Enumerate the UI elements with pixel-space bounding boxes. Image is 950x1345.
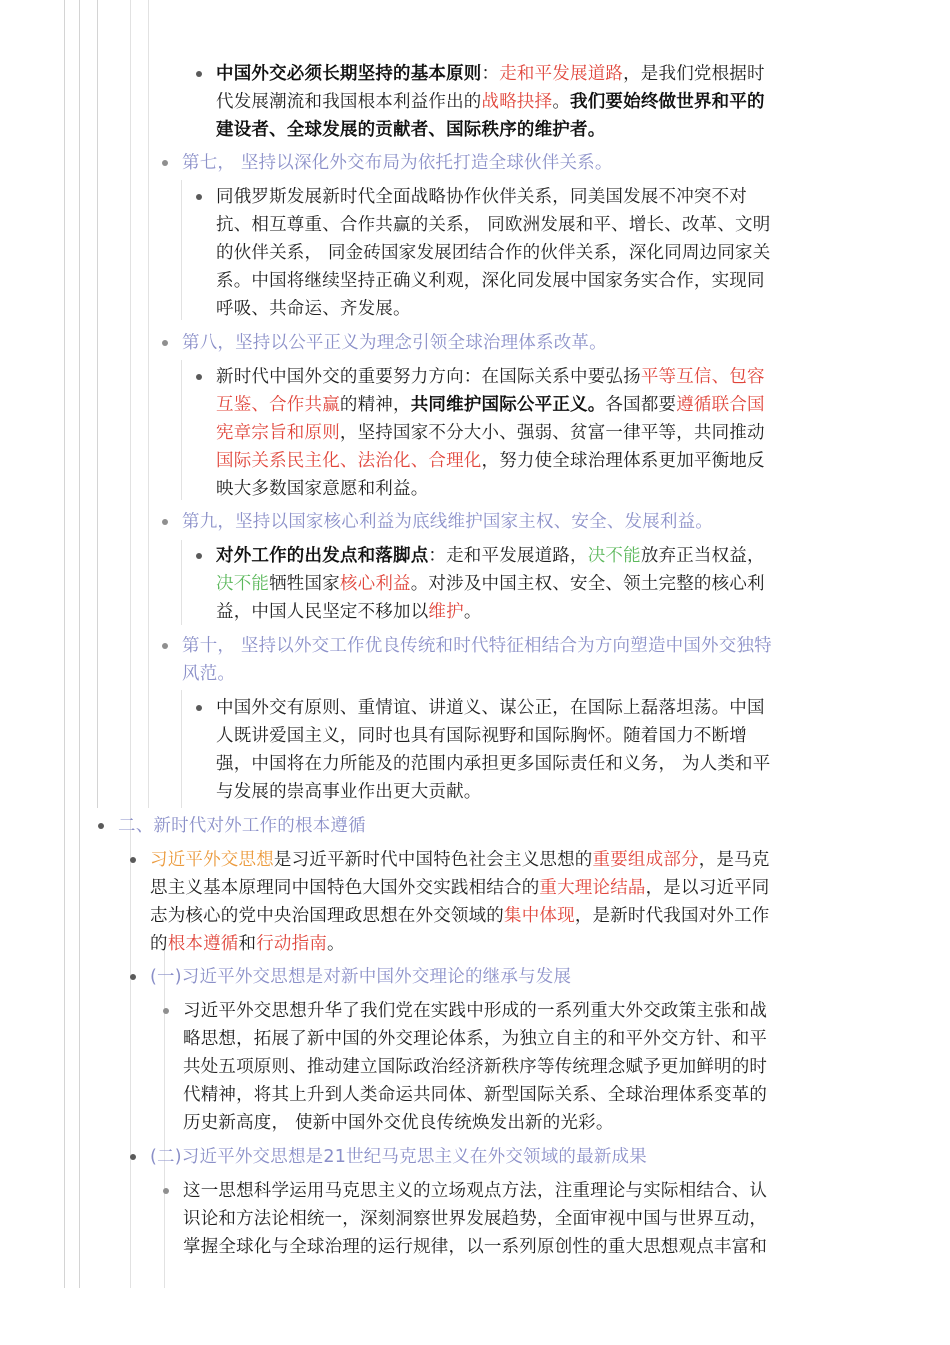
text-run: 这一思想科学运用马克思主义的立场观点方法，注重理论与实际相结合、认 [183, 1181, 768, 1201]
text-run: ，是以习近平同 [645, 878, 770, 898]
text-line [216, 391, 765, 419]
text-line [182, 660, 772, 688]
text-line [183, 1233, 767, 1261]
text-run: 走和平发展道路 [499, 64, 624, 84]
text-run: 建设者、全球发展的贡献者、国际秩序的维护者。 [216, 120, 606, 140]
text-run: 共处五项原则、推动建立国际政治经济新秩序等传统理念赋予更加鲜明的时 [183, 1057, 768, 1077]
text-run: 映大多数国家意愿和利益。 [216, 479, 429, 499]
indent-guide-3 [97, 0, 98, 808]
text-run: 第七， 坚持以深化外交布局为依托打造全球伙伴关系。 [182, 153, 613, 173]
text-line [182, 632, 772, 660]
text-run: 风范。 [182, 664, 236, 684]
text-line [216, 211, 770, 239]
text-run: 互鉴、合作共赢 [216, 395, 340, 415]
text-line [216, 694, 770, 722]
text-run: 强，中国将在力所能及的范围内承担更多国际责任和义务， 为人类和平 [216, 754, 771, 774]
text-run: ，是新时代我国对外工作 [574, 906, 770, 926]
text-run: 我们要始终做世界和平的 [570, 92, 765, 112]
text-run: 新时代中国外交的重要努力方向：在国际关系中要弘扬 [216, 367, 641, 387]
section-heading-eighth [182, 329, 607, 357]
text-line [216, 447, 765, 475]
indent-guide-4 [130, 0, 131, 1288]
text-run: 平等互信、包容 [640, 367, 765, 387]
principle-item [216, 60, 765, 144]
text-run: 抗、相互尊重、合作共赢的关系， 同欧洲发展和平、增长、改革、文明 [216, 215, 771, 235]
text-line [216, 116, 765, 144]
text-line [216, 598, 765, 626]
text-line [150, 902, 770, 930]
text-run: 习近平外交思想升华了我们党在实践中形成的一系列重大外交政策主张和战 [183, 1001, 768, 1021]
indent-guide-10 [181, 690, 182, 808]
text-run: 中国外交有原则、重情谊、讲道义、谋公正，在国际上磊落坦荡。中国 [216, 698, 765, 718]
text-run: 第八，坚持以公平正义为理念引领全球治理体系改革。 [182, 333, 607, 353]
text-run: 益，中国人民坚定不移加以 [216, 602, 429, 622]
text-run: 战略抉择 [481, 92, 553, 112]
text-line [216, 88, 765, 116]
text-line [216, 267, 770, 295]
text-line [216, 475, 765, 503]
text-run: 放弃正当权益， [640, 546, 765, 566]
text-run: 遵循联合国 [676, 395, 765, 415]
section-heading-seventh [182, 149, 613, 177]
text-line [118, 812, 366, 840]
text-line [216, 295, 770, 323]
text-run: 核心利益 [339, 574, 411, 594]
text-run: 是习近平新时代中国特色社会主义思想的 [273, 850, 593, 870]
text-run: 的精神， [339, 395, 411, 415]
text-line [150, 846, 770, 874]
text-line [182, 329, 607, 357]
text-run: 第十， 坚持以外交工作优良传统和时代特征相结合为方向塑造中国外交独特 [182, 636, 772, 656]
subheading-one [150, 963, 571, 991]
text-line [216, 778, 770, 806]
indent-guide-9 [181, 540, 182, 625]
text-run: ，是我们党根据时 [623, 64, 765, 84]
text-run: 决不能 [587, 546, 641, 566]
text-run: 历史新高度， 使新中国外交优良传统焕发出新的光彩。 [183, 1113, 614, 1133]
text-run: 的伙伴关系， 同金砖国家发展团结合作的伙伴关系，深化同周边同家关 [216, 243, 771, 263]
thought-definition-item [150, 846, 770, 958]
text-run: 略思想，拓展了新中国的外交理论体系，为独立自主的和平外交方针、和平 [183, 1029, 768, 1049]
text-line [150, 874, 770, 902]
text-line [216, 183, 770, 211]
text-line [183, 1177, 767, 1205]
indent-guide-2 [79, 0, 80, 1288]
text-run: 根本遵循 [167, 934, 239, 954]
text-run: ：走和平发展道路， [428, 546, 588, 566]
text-run: 集中体现 [504, 906, 575, 926]
subheading-two [150, 1143, 647, 1171]
text-line [150, 1143, 647, 1171]
text-run: 。 [463, 602, 482, 622]
text-run: 宪章宗旨和原则 [216, 423, 340, 443]
text-run: 同俄罗斯发展新时代全面战略协作伙伴关系，同美国发展不冲突不对 [216, 187, 747, 207]
diplomatic-style-item [216, 694, 770, 806]
text-run: 与发展的崇高事业作出更大贡献。 [216, 782, 482, 802]
text-run: 牺牲国家 [269, 574, 340, 594]
indent-guide-8 [181, 360, 182, 500]
text-run: 重大理论结晶 [539, 878, 646, 898]
text-run: ，是马克 [698, 850, 770, 870]
text-run: 识论和方法论相统一，深刻洞察世界发展趋势，全面审视中国与世界互动， [183, 1209, 768, 1229]
indent-guide-6 [164, 946, 165, 1288]
text-run: (二)习近平外交思想是21世纪马克思主义在外交领域的最新成果 [150, 1147, 647, 1167]
text-line [216, 542, 765, 570]
indent-guide-7 [181, 180, 182, 320]
text-line [183, 1205, 767, 1233]
text-line [216, 722, 770, 750]
text-line [216, 750, 770, 778]
text-line [182, 508, 713, 536]
text-run: 的 [150, 934, 168, 954]
indent-guide-1 [64, 0, 65, 1288]
text-run: ，坚持国家不分大小、强弱、贫富一律平等，共同推动 [339, 423, 765, 443]
text-run: 国际关系民主化、法治化、合理化 [216, 451, 482, 471]
text-run: 重要组成部分 [592, 850, 699, 870]
text-run: 维护 [428, 602, 464, 622]
text-run: 习近平外交思想 [150, 850, 274, 870]
text-line [216, 60, 765, 88]
text-line [183, 997, 767, 1025]
text-run: 。 [327, 934, 345, 954]
text-line [183, 1109, 767, 1137]
partnership-item [216, 183, 770, 323]
text-line [183, 1081, 767, 1109]
text-run: 和 [238, 934, 257, 954]
text-run: 二、新时代对外工作的根本遵循 [118, 816, 366, 836]
text-run: 思主义基本原理同中国特色大国外交实践相结合的 [150, 878, 540, 898]
text-run: 行动指南 [256, 934, 328, 954]
core-interest-item [216, 542, 765, 626]
section-heading-tenth [182, 632, 772, 688]
text-line [216, 363, 765, 391]
text-line [183, 1053, 767, 1081]
text-run: 共同维护国际公平正义。 [410, 395, 606, 415]
text-run: 各国都要 [605, 395, 677, 415]
governance-item [216, 363, 765, 503]
text-line [216, 239, 770, 267]
text-run: 。对涉及中国主权、安全、领土完整的核心利 [410, 574, 765, 594]
text-run: 对外工作的出发点和落脚点 [216, 546, 429, 566]
chapter-heading-two [118, 812, 366, 840]
text-line [216, 570, 765, 598]
text-run: 代发展潮流和我国根本利益作出的 [216, 92, 482, 112]
text-run: 中国外交必须长期坚持的基本原则 [216, 64, 482, 84]
text-run: 志为核心的党中央治国理政思想在外交领域的 [150, 906, 504, 926]
text-run: 呼吸、共命运、齐发展。 [216, 299, 411, 319]
text-run: 第九，坚持以国家核心利益为底线维护国家主权、安全、发展利益。 [182, 512, 713, 532]
text-line [182, 149, 613, 177]
text-run: 代精神，将其上升到人类命运共同体、新型国际关系、全球治理体系变革的 [183, 1085, 768, 1105]
text-run: ： [481, 64, 500, 84]
text-line [183, 1025, 767, 1053]
text-run: (一)习近平外交思想是对新中国外交理论的继承与发展 [150, 967, 572, 987]
section-heading-ninth [182, 508, 713, 536]
text-run: 掌握全球化与全球治理的运行规律，以一系列原创性的重大思想观点丰富和 [183, 1237, 768, 1257]
inheritance-item [183, 997, 767, 1137]
text-run: 人既讲爱国主义，同时也具有国际视野和国际胸怀。随着国力不断增 [216, 726, 747, 746]
text-line [150, 930, 770, 958]
text-run: 。 [552, 92, 571, 112]
text-line [216, 419, 765, 447]
latest-achievement-item [183, 1177, 767, 1261]
text-run: 决不能 [216, 574, 270, 594]
text-run: 系。中国将继续坚持正确义利观，深化同发展中国家务实合作，实现同 [216, 271, 765, 291]
text-run: ，努力使全球治理体系更加平衡地反 [481, 451, 765, 471]
text-line [150, 963, 571, 991]
indent-guide-5 [148, 0, 149, 808]
